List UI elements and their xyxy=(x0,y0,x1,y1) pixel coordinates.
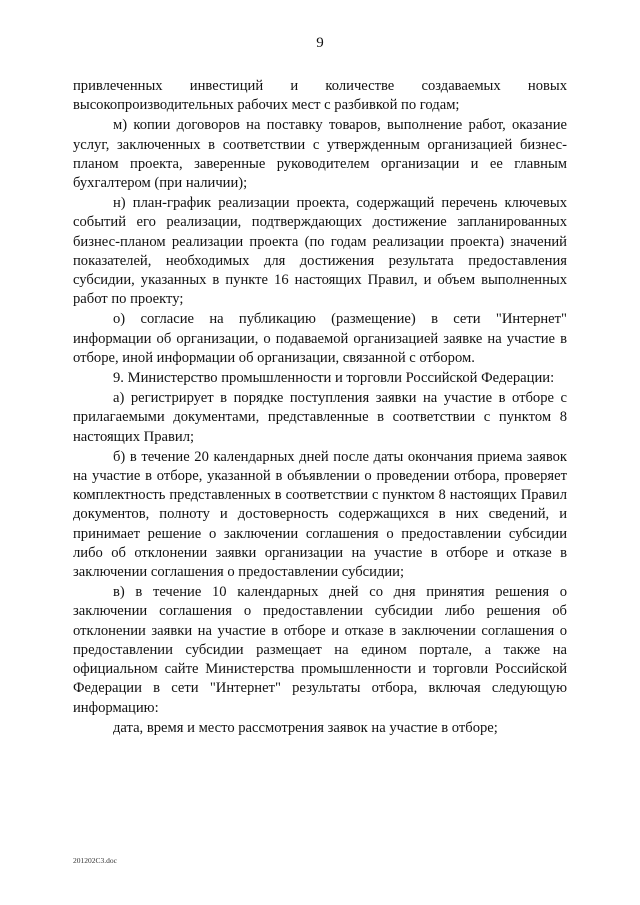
paragraph-9: 9. Министерство промышленности и торговли Российской Федерации: xyxy=(113,370,555,387)
page-number: 9 xyxy=(316,35,324,51)
paragraph-m: м) копии договоров на поставку товаров, выполнение работ, оказание услуг, заключенных в соответствии с утвержденным организацией бизнес-планом проекта, заверенные руководителем организации и ее главным бухгалтером (при наличии); xyxy=(73,117,567,192)
paragraph-b: б) в течение 20 календарных дней после даты окончания приема заявок на участие в отборе, указанной в объявлении о проведении отбора, проверяет комплектность представленных в соответствии с пунктом 8 настоящих Правил документов, полноту и достоверность содержащихся в них сведений, и принимает решение о заключении соглашения о предоставлении субсидии либо об отклонении заявки организации на участие в отборе и отказе в заключении соглашения о предоставлении субсидии; xyxy=(73,448,567,581)
paragraph-continuation: привлеченных инвестиций и количестве создаваемых новых высокопроизводительных рабочих мест с разбивкой по годам; xyxy=(73,78,567,114)
paragraph-v: в) в течение 10 календарных дней со дня принятия решения о заключении соглашения о предоставлении субсидии либо решения об отклонении заявки на участие в отборе и отказе в заключении соглашения о предоставлении субсидии размещает на едином портале, а также на официальном сайте Министерства промышленности и торговли Российской Федерации в сети "Интернет" результаты отбора, включая следующую информацию: xyxy=(73,584,567,716)
paragraph-date: дата, время и место рассмотрения заявок на участие в отборе; xyxy=(113,719,498,736)
paragraph-n: н) план-график реализации проекта, содержащий перечень ключевых событий его реализации, подтверждающих достижение запланированных бизнес-планом реализации проекта (по годам реализации проекта) значений показателей, необходимых для достижения результата предоставления субсидии, указанных в пункте 16 настоящих Правил, и объем выполненных работ по проекту; xyxy=(73,195,567,308)
file-name-footer: 201202С3.doc xyxy=(73,856,117,865)
document-body xyxy=(73,77,567,738)
paragraph-o: о) согласие на публикацию (размещение) в сети "Интернет" информации об организации, о подаваемой организацией заявке на участие в отборе, иной информации об организации, связанной с отбором. xyxy=(73,311,567,366)
paragraph-a: а) регистрирует в порядке поступления заявки на участие в отборе с прилагаемыми документами, представленные в соответствии с пунктом 8 настоящих Правил; xyxy=(73,390,567,445)
